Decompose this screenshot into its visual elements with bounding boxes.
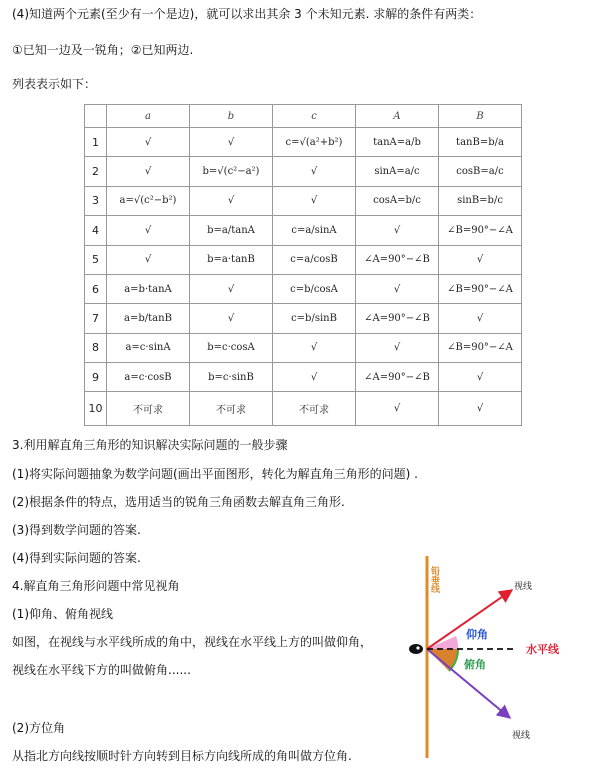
table-cell: ∠A=90°−∠B [356,245,439,274]
table-cell: ∠B=90°−∠A [439,333,522,362]
table-cell: sinB=b/c [439,186,522,215]
table-cell: b=a·tanB [190,245,273,274]
text-line-9: 4.解直角三角形问题中常见视角 [12,579,180,593]
table-cell: √ [356,333,439,362]
text-line-2: ①已知一边及一锐角；②已知两边. [12,43,194,57]
text-line-11: 如图，在视线与水平线所成的角中，视线在水平线上方的叫做仰角， [12,635,373,649]
eye-icon [409,644,423,654]
text-line-1: (4)知道两个元素(至少有一个是边)，就可以求出其余 3 个未知元素. 求解的条件有两类： [12,7,482,21]
table-header-cell [85,105,107,128]
table-cell: √ [439,245,522,274]
table-row [85,333,522,362]
table-row [85,128,522,157]
table-cell: √ [190,274,273,303]
table-cell: 不可求 [190,392,273,426]
row-number-cell: 1 [85,128,107,157]
text-line-14: 从指北方向线按顺时针方向转到目标方向线所成的角叫做方位角. [12,749,352,763]
table-row [85,216,522,245]
eye-pupil-icon [416,646,419,649]
table-cell: a=b/tanB [107,304,190,333]
table-cell: √ [107,128,190,157]
table-row [85,304,522,333]
table-cell: √ [439,304,522,333]
table-cell: a=c·cosB [107,363,190,392]
table-cell: √ [356,392,439,426]
relations-table [84,104,522,426]
table-header-cell: b [190,105,273,128]
table-cell: cosA=b/c [356,186,439,215]
table-cell: ∠A=90°−∠B [356,304,439,333]
table-cell: b=a/tanA [190,216,273,245]
table-cell: √ [356,216,439,245]
table-row [85,392,522,426]
sight-label-top: 视线 [514,582,533,592]
text-line-12: 视线在水平线下方的叫做俯角...... [12,663,191,677]
table-cell: √ [190,186,273,215]
table-cell: c=a/cosB [273,245,356,274]
depression-label: 俯角 [464,658,486,671]
table-cell: a=c·sinA [107,333,190,362]
table-cell: a=√(c²−b²) [107,186,190,215]
table-cell: √ [107,157,190,186]
table-cell: ∠B=90°−∠A [439,216,522,245]
table-row [85,157,522,186]
table-cell: b=c·cosA [190,333,273,362]
table-header-cell: A [356,105,439,128]
table-header-cell: a [107,105,190,128]
table-cell: tanA=a/b [356,128,439,157]
table-cell: √ [273,363,356,392]
sight-label-bottom: 视线 [512,731,531,741]
table-cell: √ [356,274,439,303]
table-cell: √ [273,157,356,186]
row-number-cell: 7 [85,304,107,333]
table-cell: 不可求 [273,392,356,426]
table-cell: b=c·sinB [190,363,273,392]
text-line-4: 3.利用解直角三角形的知识解决实际问题的一般步骤 [12,438,288,452]
table-cell: cosB=a/c [439,157,522,186]
table-cell: a=b·tanA [107,274,190,303]
row-number-cell: 4 [85,216,107,245]
row-number-cell: 6 [85,274,107,303]
table-cell: c=a/sinA [273,216,356,245]
row-number-cell: 2 [85,157,107,186]
row-number-cell: 10 [85,392,107,426]
table-cell: ∠A=90°−∠B [356,363,439,392]
table-cell: √ [439,392,522,426]
text-line-5: (1)将实际问题抽象为数学问题(画出平面图形，转化为解直角三角形的问题) . [12,467,418,481]
table-cell: √ [190,304,273,333]
text-line-10: (1)仰角、俯角视线 [12,607,113,621]
table-cell: 不可求 [107,392,190,426]
table-row [85,245,522,274]
text-line-3: 列表表示如下： [12,77,97,91]
table-cell: √ [273,333,356,362]
table-row [85,274,522,303]
table-cell: tanB=b/a [439,128,522,157]
vertical-line-label-1: 铅垂线 [429,566,439,593]
table-row [85,363,522,392]
table-header-row [85,105,522,128]
row-number-cell: 3 [85,186,107,215]
sight-angle-figure [400,552,585,762]
text-line-6: (2)根据条件的特点，选用适当的锐角三角函数去解直角三角形. [12,495,345,509]
table-cell: √ [439,363,522,392]
text-line-7: (3)得到数学问题的答案. [12,523,141,537]
table-header-cell: B [439,105,522,128]
row-number-cell: 9 [85,363,107,392]
table-cell: √ [273,186,356,215]
table-cell: √ [190,128,273,157]
horizontal-label: 水平线 [526,643,559,656]
text-line-13: (2)方位角 [12,721,65,735]
table-cell: c=b/sinB [273,304,356,333]
table-header-cell: c [273,105,356,128]
text-line-8: (4)得到实际问题的答案. [12,551,141,565]
elevation-label: 仰角 [466,628,488,641]
table-cell: b=√(c²−a²) [190,157,273,186]
table-cell: √ [107,245,190,274]
table-cell: ∠B=90°−∠A [439,274,522,303]
table-cell: c=√(a²+b²) [273,128,356,157]
row-number-cell: 5 [85,245,107,274]
table-cell: sinA=a/c [356,157,439,186]
table-row [85,186,522,215]
row-number-cell: 8 [85,333,107,362]
table-cell: c=b/cosA [273,274,356,303]
table-cell: √ [107,216,190,245]
